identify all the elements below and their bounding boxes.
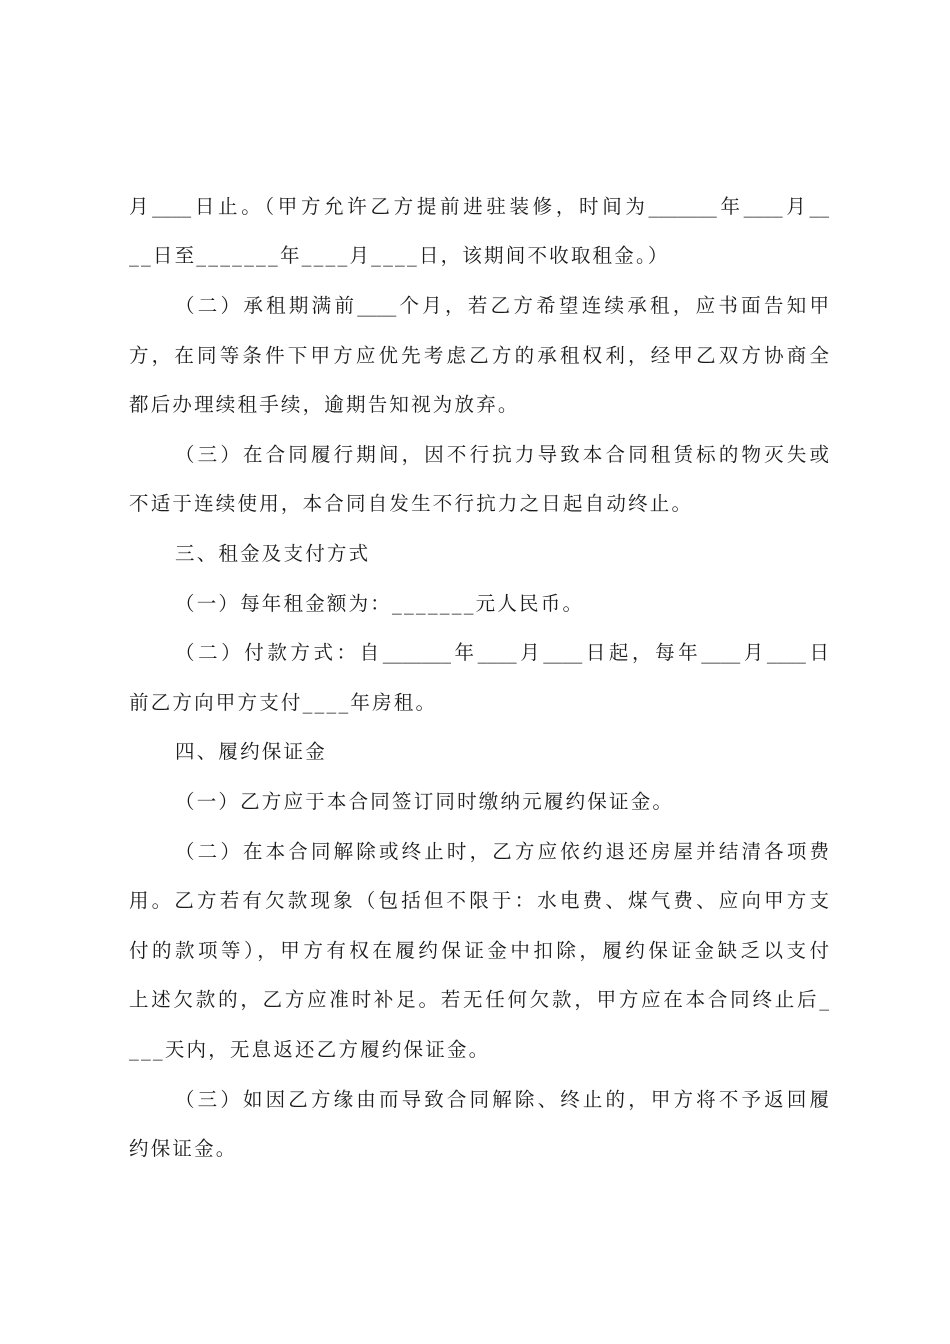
section-heading-rent: 三、租金及支付方式 xyxy=(175,542,371,565)
text-line-16: 付的款项等），甲方有权在履约保证金中扣除，履约保证金缺乏以支付 xyxy=(129,939,829,962)
text-line-7: 不适于连续使用，本合同自发生不行抗力之日起自动终止。 xyxy=(129,492,694,515)
text-line-4: 方，在同等条件下甲方应优先考虑乙方的承租权利，经甲乙双方协商全 xyxy=(129,344,829,367)
section-heading-deposit: 四、履约保证金 xyxy=(175,740,327,763)
text-line-2: __日至_______年____月____日，该期间不收取租金。） xyxy=(129,244,670,267)
text-line-19: （三）如因乙方缘由而导致合同解除、终止的，甲方将不予返回履 xyxy=(175,1088,829,1111)
text-line-17: 上述欠款的，乙方应准时补足。若无任何欠款，甲方应在本合同终止后_ xyxy=(129,988,829,1011)
text-line-10: （二）付款方式：自_______年____月____日起，每年____月____日 xyxy=(175,641,829,664)
text-line-5: 都后办理续租手续，逾期告知视为放弃。 xyxy=(129,393,520,416)
text-line-3: （二）承租期满前____个月，若乙方希望连续承租，应书面告知甲 xyxy=(175,294,829,317)
text-line-18: ___天内，无息返还乙方履约保证金。 xyxy=(129,1038,491,1061)
text-line-15: 用。乙方若有欠款现象（包括但不限于：水电费、煤气费、应向甲方支 xyxy=(129,889,829,912)
text-line-6: （三）在合同履行期间，因不行抗力导致本合同租赁标的物灭失或 xyxy=(175,443,829,466)
text-line-13: （一）乙方应于本合同签订同时缴纳元履约保证金。 xyxy=(175,790,675,813)
text-line-1: 月____日止。（甲方允许乙方提前进驻装修，时间为_______年____月__ xyxy=(129,195,829,218)
text-line-14: （二）在本合同解除或终止时，乙方应依约退还房屋并结清各项费 xyxy=(175,840,829,863)
text-line-20: 约保证金。 xyxy=(129,1137,238,1160)
text-line-11: 前乙方向甲方支付____年房租。 xyxy=(129,691,438,714)
text-line-9: （一）每年租金额为：_______元人民币。 xyxy=(175,592,585,615)
